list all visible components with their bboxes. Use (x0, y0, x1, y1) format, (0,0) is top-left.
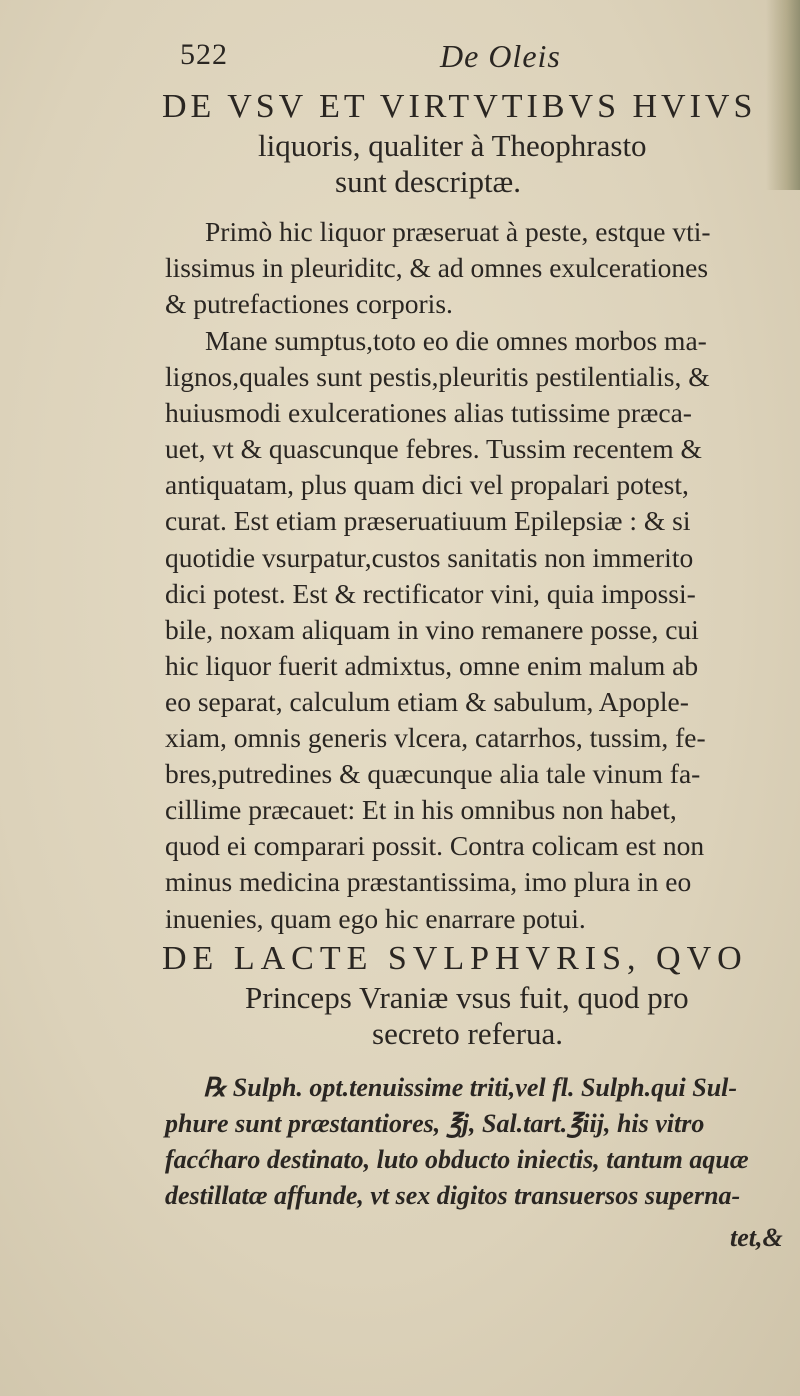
page-number: 522 (180, 38, 228, 71)
text-line: Primò hic liquor præseruat à peste, estque vti- (205, 216, 711, 247)
section-subtitle-line-2: sunt descriptæ. (335, 164, 521, 199)
text-line: quod ei comparari possit. Contra colicam est non (165, 830, 705, 862)
recipe-line: destillatæ affunde, vt sex digitos transuersos superna- (165, 1181, 741, 1211)
paragraph-mane (165, 323, 797, 937)
recipe-line: ℞ Sulph. opt.tenuissime triti,vel fl. Sulph.qui Sul- (203, 1073, 738, 1102)
text-line: huiusmodi exulcerationes alias tutissime præca- (165, 397, 692, 429)
text-line: inuenies, quam ego hic enarrare potui. (165, 902, 586, 934)
text-line: quotidie vsurpatur,custos sanitatis non immerito (165, 541, 694, 573)
text-line: bile, noxam aliquam in vino remanere posse, cui (165, 613, 699, 645)
text-line: antiquatam, plus quam dici vel propalari potest, (165, 469, 689, 501)
section-title-usus-virtutes: DE VSV ET VIRTVTIBVS HVIVS (162, 88, 757, 125)
recipe-paragraph (165, 1070, 797, 1214)
text-line: lignos,quales sunt pestis,pleuritis pestilentialis, & (165, 361, 710, 393)
section-subtitle-line-1: liquoris, qualiter à Theophrasto (258, 128, 647, 163)
recipe-line: phure sunt præstantiores, ℥j, Sal.tart.℥iij, his vitro (165, 1109, 705, 1139)
section-subtitle-line-2: secreto referua. (372, 1016, 564, 1051)
section-subtitle-line-1: Princeps Vraniæ vsus fuit, quod pro (245, 980, 689, 1015)
section-title-lacte-sulphuris: DE LACTE SVLPHVRIS, QVO (162, 940, 748, 977)
text-line: & putrefactiones corporis. (165, 288, 453, 320)
running-head: De Oleis (440, 38, 561, 74)
text-line: bres,putredines & quæcunque alia tale vinum fa- (165, 758, 701, 790)
text-line: curat. Est etiam præseruatiuum Epilepsiæ : & si (165, 505, 691, 537)
text-line: eo separat, calculum etiam & sabulum, Apople- (165, 685, 689, 717)
text-line: lissimus in pleuriditc, & ad omnes exulcerationes (165, 252, 709, 284)
text-line: uet, vt & quascunque febres. Tussim recentem & (165, 433, 702, 465)
text-line: Mane sumptus,toto eo die omnes morbos ma- (205, 325, 707, 356)
text-line: xiam, omnis generis vlcera, catarrhos, tussim, fe- (165, 722, 706, 754)
recipe-line: facćharo destinato, luto obducto iniectis, tantum aquæ (165, 1145, 749, 1175)
catchword: tet,& (730, 1223, 783, 1252)
page-header (180, 38, 600, 78)
text-line: minus medicina præstantissima, imo plura in eo (165, 866, 692, 898)
text-line: hic liquor fuerit admixtus, omne enim malum ab (165, 649, 699, 681)
text-line: cillime præcauet: Et in his omnibus non habet, (165, 794, 677, 826)
text-line: dici potest. Est & rectificator vini, quia impossi- (165, 577, 696, 609)
paragraph-primo (165, 214, 797, 322)
